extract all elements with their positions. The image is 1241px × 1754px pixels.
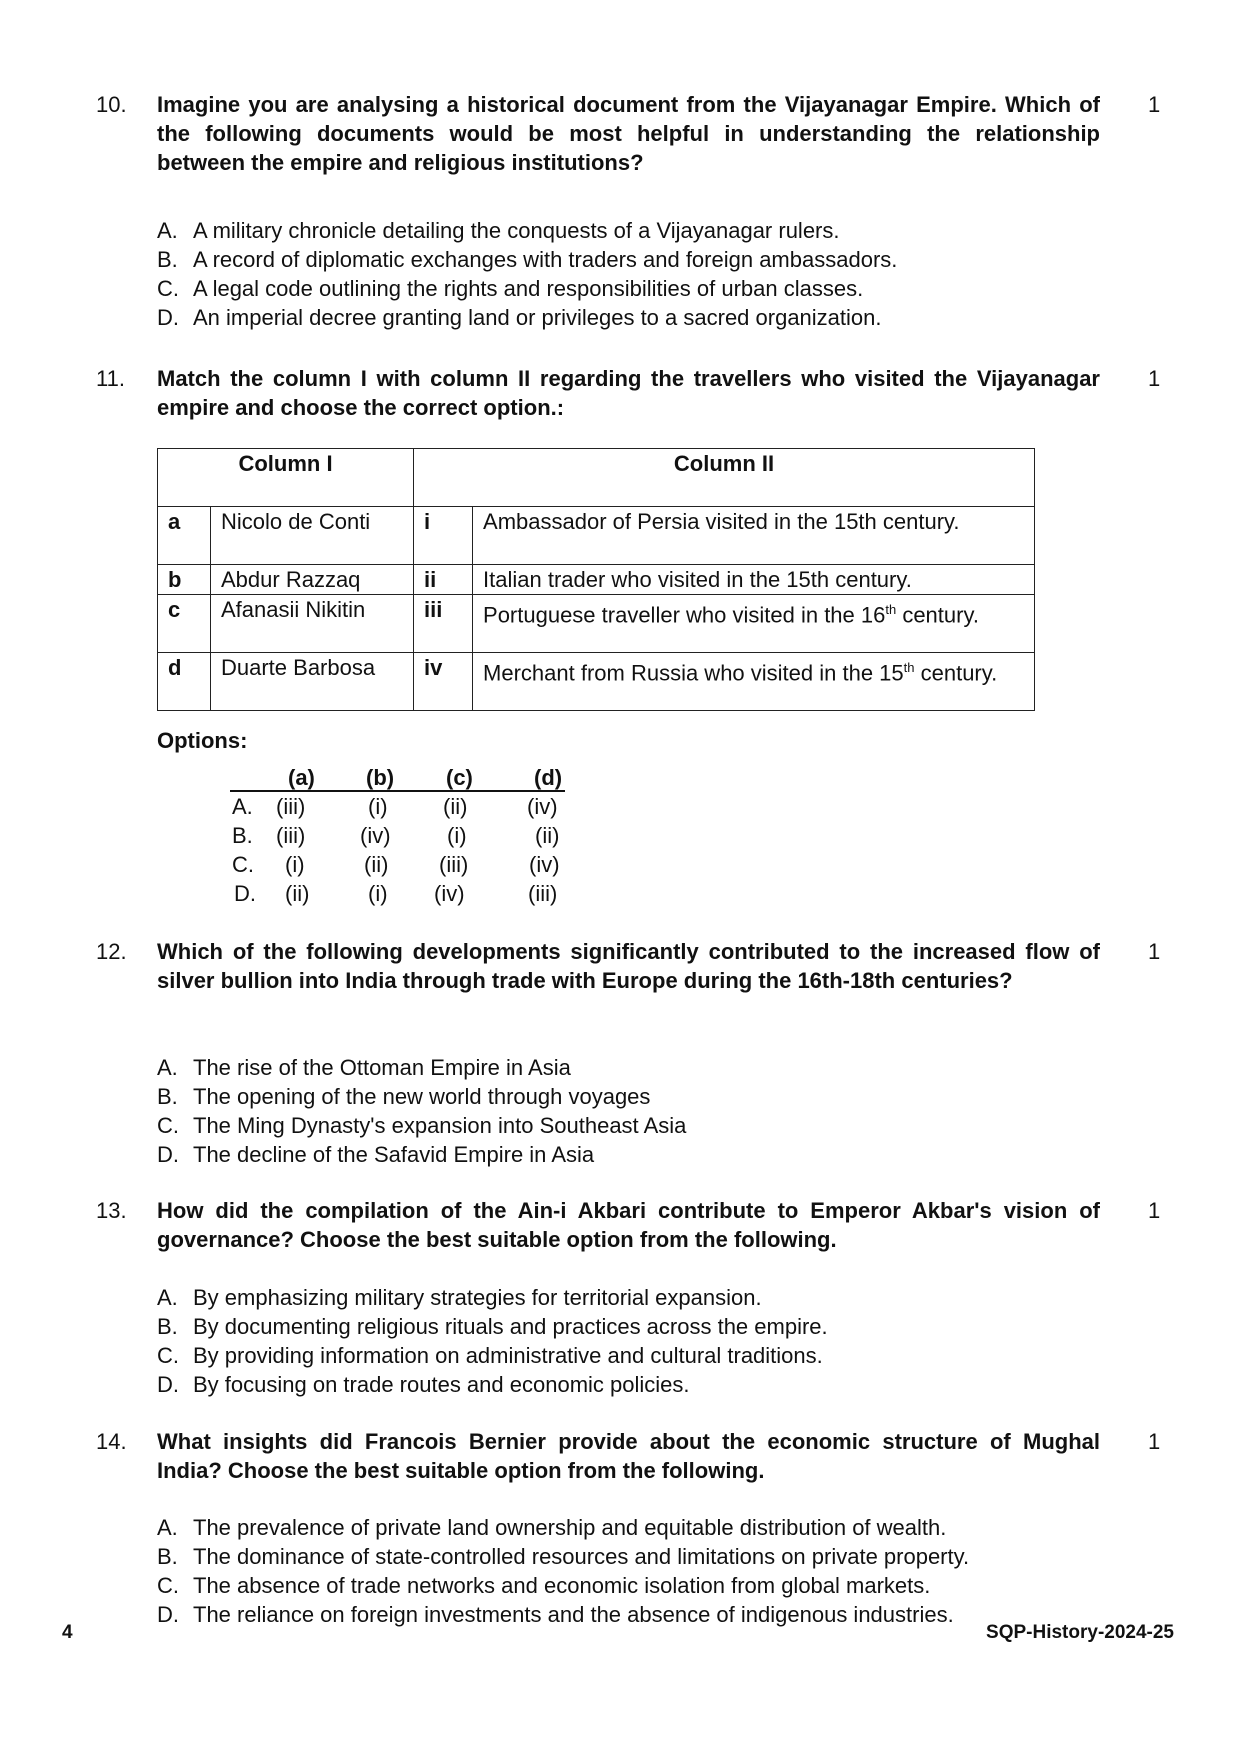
options-col-a: (a) xyxy=(288,765,315,790)
question-marks: 1 xyxy=(1148,92,1161,117)
question-text: Match the column I with column II regarding the travellers who visited the Vijayanagar empire and choose the correct option.: xyxy=(157,366,1100,420)
answer-option-c: C. By providing information on administrative and cultural traditions. xyxy=(157,1343,823,1368)
column-2-value: Merchant from Russia who visited in the 15th century. xyxy=(473,653,1035,711)
question-text: How did the compilation of the Ain-i Akbari contribute to Emperor Akbar's vision of governance? Choose the best suitable option from the following. xyxy=(157,1198,1100,1252)
document-code: SQP-History-2024-25 xyxy=(986,1622,1174,1643)
options-col-c: (c) xyxy=(446,765,473,790)
question-number: 14. xyxy=(96,1429,127,1454)
answer-option-b: B. A record of diplomatic exchanges with traders and foreign ambassadors. xyxy=(157,247,898,272)
answer-option-d: D. By focusing on trade routes and economic policies. xyxy=(157,1372,690,1397)
column-1-key: b xyxy=(158,565,211,595)
table-row xyxy=(158,565,1035,595)
table-row xyxy=(158,507,1035,565)
answer-option-d: D. The reliance on foreign investments and the absence of indigenous industries. xyxy=(157,1602,954,1627)
match-table xyxy=(157,448,1035,711)
options-label: Options: xyxy=(157,728,248,753)
answer-option-b: B. The opening of the new world through voyages xyxy=(157,1084,651,1109)
column-1-value: Nicolo de Conti xyxy=(211,507,414,565)
answer-option-a: A. By emphasizing military strategies for territorial expansion. xyxy=(157,1285,762,1310)
answer-option-a: A. The prevalence of private land ownership and equitable distribution of wealth. xyxy=(157,1515,947,1540)
answer-option-c: C. The Ming Dynasty's expansion into Southeast Asia xyxy=(157,1113,687,1138)
question-text: Which of the following developments significantly contributed to the increased flow of silver bullion into India through trade with Europe during the 16th-18th centuries? xyxy=(157,939,1100,993)
question-marks: 1 xyxy=(1148,939,1161,964)
answer-option-b: B. By documenting religious rituals and practices across the empire. xyxy=(157,1314,828,1339)
column-2-key: iv xyxy=(414,653,473,711)
answer-options xyxy=(157,1283,1117,1399)
column-2-key: ii xyxy=(414,565,473,595)
answer-option-a: A. A military chronicle detailing the conquests of a Vijayanagar rulers. xyxy=(157,218,840,243)
answer-option-b: B. The dominance of state-controlled resources and limitations on private property. xyxy=(157,1544,970,1569)
question-number: 13. xyxy=(96,1198,127,1223)
question-marks: 1 xyxy=(1148,1429,1161,1454)
question-number: 11. xyxy=(96,366,125,391)
column-1-value: Afanasii Nikitin xyxy=(211,595,414,653)
column-2-value: Ambassador of Persia visited in the 15th century. xyxy=(473,507,1035,565)
column-2-value: Italian trader who visited in the 15th century. xyxy=(473,565,1035,595)
column-2-key: iii xyxy=(414,595,473,653)
question-number: 10. xyxy=(96,92,127,117)
question-number: 12. xyxy=(96,939,127,964)
table-row xyxy=(158,653,1035,711)
question-text: Imagine you are analysing a historical document from the Vijayanagar Empire. Which of the following documents would be most helpful in understanding the relationship between the empire and religious institutions? xyxy=(157,92,1100,175)
page-number: 4 xyxy=(62,1622,73,1643)
answer-option-c: C. The absence of trade networks and economic isolation from global markets. xyxy=(157,1573,931,1598)
question-marks: 1 xyxy=(1148,1198,1161,1223)
column-2-header: Column II xyxy=(414,449,1035,507)
match-table-header xyxy=(158,449,1035,507)
answer-option-d: D. The decline of the Safavid Empire in Asia xyxy=(157,1142,595,1167)
column-1-value: Duarte Barbosa xyxy=(211,653,414,711)
column-2-key: i xyxy=(414,507,473,565)
column-1-key: d xyxy=(158,653,211,711)
answer-options xyxy=(157,1053,1117,1169)
question-text: What insights did Francois Bernier provide about the economic structure of Mughal India? Choose the best suitable option from the following. xyxy=(157,1429,1100,1483)
options-col-b: (b) xyxy=(366,765,395,790)
column-1-key: a xyxy=(158,507,211,565)
options-col-d: (d) xyxy=(534,765,563,790)
column-1-header: Column I xyxy=(158,449,414,507)
answer-options xyxy=(157,216,1117,332)
answer-option-a: A. The rise of the Ottoman Empire in Asia xyxy=(157,1055,571,1080)
table-row xyxy=(158,595,1035,653)
column-2-value: Portuguese traveller who visited in the 16th century. xyxy=(473,595,1035,653)
answer-option-c: C. A legal code outlining the rights and responsibilities of urban classes. xyxy=(157,276,864,301)
answer-option-d: D. An imperial decree granting land or privileges to a sacred organization. xyxy=(157,305,882,330)
column-1-value: Abdur Razzaq xyxy=(211,565,414,595)
column-1-key: c xyxy=(158,595,211,653)
question-marks: 1 xyxy=(1148,366,1161,391)
answer-options xyxy=(157,1513,1117,1629)
